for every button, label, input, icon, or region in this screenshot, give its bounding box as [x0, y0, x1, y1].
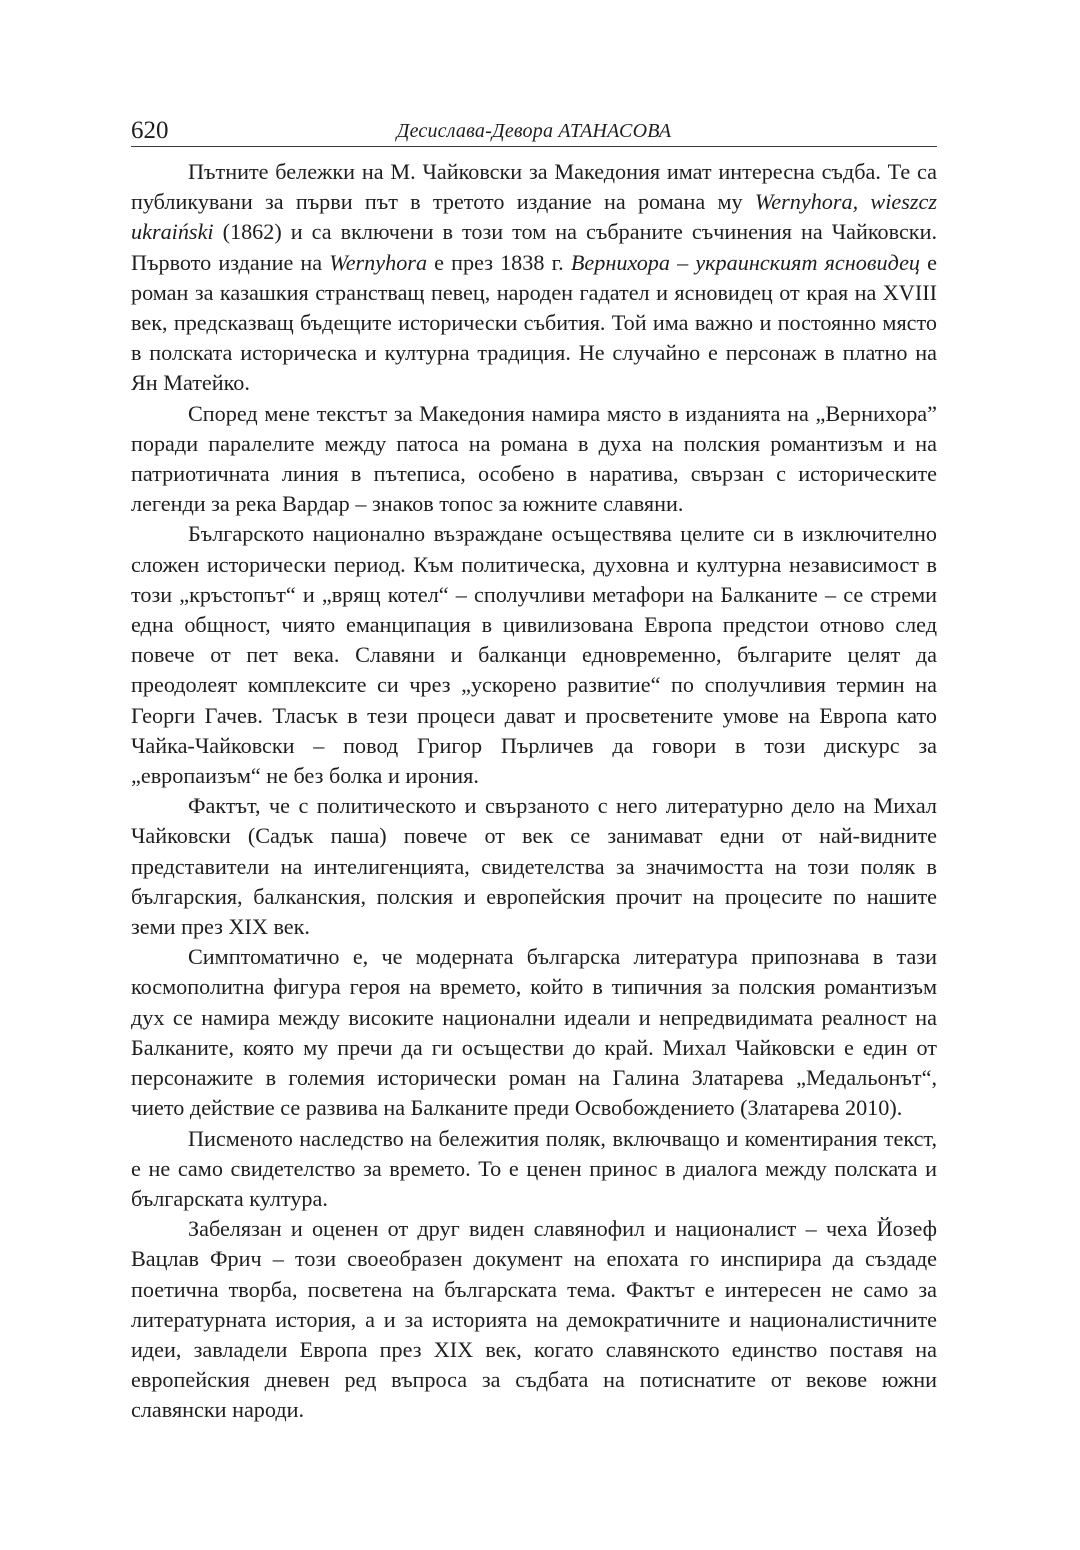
- paragraph: [131, 519, 937, 791]
- paragraph: [131, 157, 937, 399]
- italic-text-run: Wernyhora: [329, 249, 428, 275]
- paragraph: [131, 942, 937, 1123]
- italic-text-run: Вернихора – украинският ясновидец: [570, 249, 921, 275]
- paragraph: [131, 791, 937, 942]
- text-run: Фактът, че с политическото и свързаното с него литературно дело на Михал Чайковски (Садък паша) повече от век се занимават едни от най-видните представители на интелигенцията, свидетелства за значимостта на този поляк в българския, балканския, полския и европейския прочит на процесите по нашите земи през XIX век.: [131, 793, 937, 940]
- paragraph: [131, 1214, 937, 1425]
- paragraph: [131, 399, 937, 520]
- italic-text-run: Wernyhora, wieszcz ukraiński: [131, 189, 937, 245]
- page-header: [131, 112, 937, 147]
- text-run: е роман за казашкия странстващ певец, народен гадател и ясновидец от края на XVIII век, предсказващ бъдещите исторически събития. Той има важно и постоянно място в полската историческа и културна традиция. Не случайно е персонаж в платно на Ян Матейко.: [131, 249, 937, 396]
- body-text: [131, 157, 937, 1426]
- text-run: Българското национално възраждане осъществява целите си в изключително сложен исторически период. Към политическа, духовна и културна независимост в този „кръстопът“ и „врящ котел“ – сполучливи метафори на Балканите – се стреми една общност, чиято еманципация в цивилизована Европа предстои отново след повече от пет века. Славяни и балканци едновременно, българите целят да преодолеят комплексите си чрез „ускорено развитие“ по сполучливия термин на Георги Гачев. Тласък в тези процеси дават и просветените умове на Европа като Чайка-Чайковски – повод Григор Пърличев да говори в този дискурс за „европаизъм“ не без болка и ирония.: [131, 521, 937, 789]
- text-run: Пътните бележки на М. Чайковски за Македония имат интересна съдба. Те са публикувани за първи път в третото издание на романа му: [131, 159, 937, 215]
- running-head-author: Десислава-Девора АТАНАСОВА: [396, 120, 672, 142]
- book-page: [131, 112, 937, 1426]
- paragraph: [131, 1124, 937, 1215]
- text-run: Според мене текстът за Македония намира място в изданията на „Вернихора” поради паралелите между патоса на романа в духа на полския романтизъм и на патриотичната линия в пътеписа, особено в наратива, свързан с историческите легенди за река Вардар – знаков топос за южните славяни.: [131, 400, 937, 517]
- text-run: Писменото наследство на бележития поляк, включващо и коментирания текст, е не само свидетелство за времето. То е ценен принос в диалога между полската и българската култура.: [131, 1125, 937, 1211]
- text-run: е през 1838 г.: [427, 249, 571, 275]
- text-run: (1862) и са включени в този том на събраните съчинения на Чайковски. Първото издание на: [131, 219, 937, 275]
- page-number: 620: [131, 117, 169, 144]
- text-run: Симптоматично е, че модерната българска литература припознава в тази космополитна фигура героя на времето, който в типичния за полския романтизъм дух се намира между високите национални идеали и непредвидимата реалност на Балканите, която му пречи да ги осъществи до край. Михал Чайковски е един от персонажите в големия исторически роман на Галина Златарева „Медальонът“, чието действие се развива на Балканите преди Освобождението (Златарева 2010).: [131, 944, 937, 1121]
- text-run: Забелязан и оценен от друг виден славянофил и националист – чеха Йозеф Вацлав Фрич – този своеобразен документ на епохата го инспирира да създаде поетична творба, посветена на българската тема. Фактът е интересен не само за литературната история, а и за историята на демократичните и националистичните идеи, завладели Европа през XIX век, когато славянското единство поставя на европейския дневен ред въпроса за съдбата на потиснатите от векове южни славянски народи.: [131, 1216, 937, 1423]
